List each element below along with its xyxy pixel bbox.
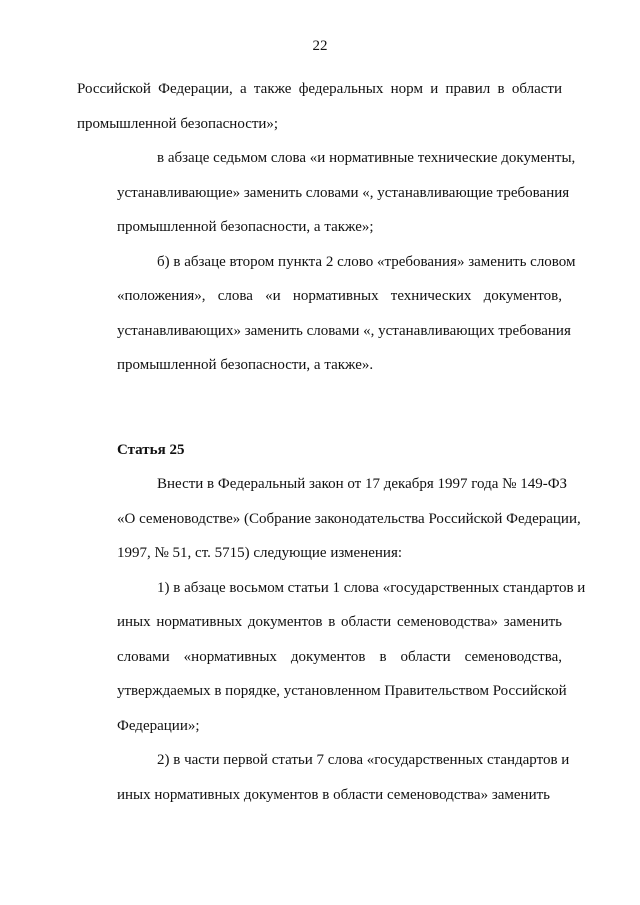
text-line: в абзаце седьмом слова «и нормативные технические документы, [157, 150, 576, 166]
text-line: устанавливающих» заменить словами «, устанавливающих требования [117, 322, 571, 339]
paragraph-continuation [77, 72, 562, 141]
text-line: устанавливающие» заменить словами «, устанавливающие требования [117, 184, 570, 201]
text-line: Российской Федерации, а также федеральных норм и правил в области [77, 81, 562, 97]
amendment-section-top [77, 72, 576, 383]
text-line: словами «нормативных документов в области семеноводства, [117, 648, 562, 665]
text-line: иных нормативных документов в области семеноводства» заменить [117, 786, 551, 803]
text-line: 1) в абзаце восьмом статьи 1 слова «государственных стандартов и [157, 579, 586, 596]
text-line: «О семеноводстве» (Собрание законодательства Российской Федерации, [117, 510, 581, 527]
text-line: Внести в Федеральный закон от 17 декабря 1997 года № 149-ФЗ [157, 476, 568, 492]
text-line: 2) в части первой статьи 7 слова «государственных стандартов и [157, 752, 570, 768]
text-line: б) в абзаце втором пункта 2 слово «требования» заменить словом [157, 253, 576, 270]
text-line: «положения», слова «и нормативных технических документов, [117, 288, 562, 304]
text-line: утверждаемых в порядке, установленном Правительством Российской [117, 683, 567, 699]
text-line: 1997, № 51, ст. 5715) следующие изменения: [117, 545, 403, 561]
document-body [77, 72, 586, 812]
text-line: промышленной безопасности, а также»; [117, 219, 374, 235]
text-line: Федерации»; [117, 717, 200, 734]
page-number: 22 [312, 38, 328, 54]
paragraph-item-2 [77, 743, 570, 812]
paragraph-punkt-b [77, 245, 576, 383]
paragraph-abzats-sedmoy [77, 141, 576, 245]
paragraph-item-1 [77, 571, 586, 744]
article-25-body [77, 467, 586, 812]
text-line: промышленной безопасности»; [77, 115, 279, 132]
text-line: промышленной безопасности, а также». [117, 357, 374, 373]
paragraph-intro [77, 467, 581, 571]
text-line: иных нормативных документов в области семеноводства» заменить [117, 614, 562, 630]
article-heading: Статья 25 [117, 441, 185, 458]
